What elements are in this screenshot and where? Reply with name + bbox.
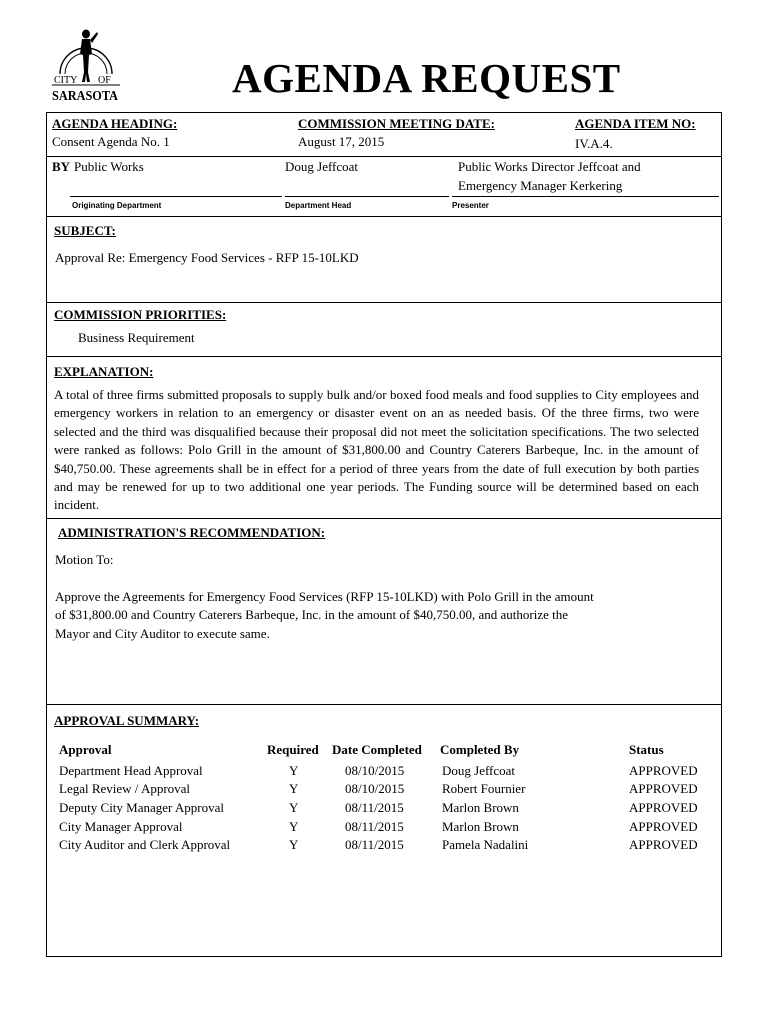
approval-row-completed-by: Robert Fournier [442,781,526,796]
presenter-underline [452,196,719,197]
approval-summary-label: APPROVAL SUMMARY: [54,713,200,728]
meeting-date-value: August 17, 2015 [298,134,385,149]
date-completed-column-header: Date Completed [332,742,422,757]
presenter-caption: Presenter [452,201,489,210]
agenda-heading-value: Consent Agenda No. 1 [52,134,170,149]
approval-row-status: APPROVED [629,819,698,834]
approval-row-required: Y [289,819,299,834]
approval-row-name: Legal Review / Approval [59,781,191,796]
meeting-date-label: COMMISSION MEETING DATE: [298,116,495,131]
city-of-sarasota-logo [48,22,124,106]
by-label: BY [52,159,71,174]
logo-of-text: OF [98,75,111,86]
divider [46,704,722,705]
recommendation-label: ADMINISTRATION'S RECOMMENDATION: [58,525,326,540]
explanation-label: EXPLANATION: [54,364,154,379]
approval-row-date: 08/10/2015 [345,781,405,796]
originating-department-caption: Originating Department [72,201,162,210]
approval-row-completed-by: Doug Jeffcoat [442,763,516,778]
approval-column-header: Approval [59,742,112,757]
completed-by-column-header: Completed By [440,742,520,757]
approval-row-status: APPROVED [629,837,698,852]
page-title: AGENDA REQUEST [232,55,621,101]
originating-department-value: Public Works [74,159,144,174]
logo-name-text: SARASOTA [52,89,119,104]
recommendation-line-3: Mayor and City Auditor to execute same. [55,626,270,641]
recommendation-line-1: Approve the Agreements for Emergency Food Services (RFP 15-10LKD) with Polo Grill in the amount [55,589,594,604]
agenda-item-no-label: AGENDA ITEM NO: [575,116,696,131]
approval-row-completed-by: Pamela Nadalini [442,837,529,852]
department-underline [70,196,282,197]
approval-row-name: Department Head Approval [59,763,203,778]
approval-row-required: Y [289,837,299,852]
approval-row-status: APPROVED [629,763,698,778]
commission-priorities-label: COMMISSION PRIORITIES: [54,307,227,322]
department-head-value: Doug Jeffcoat [285,159,359,174]
presenter-value-line2: Emergency Manager Kerkering [458,178,623,193]
divider [46,518,722,519]
approval-row-completed-by: Marlon Brown [442,800,519,815]
approval-row-status: APPROVED [629,781,698,796]
approval-row-name: City Manager Approval [59,819,183,834]
approval-row-status: APPROVED [629,800,698,815]
divider [46,302,722,303]
department-head-underline [285,196,449,197]
subject-value: Approval Re: Emergency Food Services - RFP 15-10LKD [55,250,359,265]
approval-row-required: Y [289,800,299,815]
approval-row-name: City Auditor and Clerk Approval [59,837,231,852]
approval-row-date: 08/11/2015 [345,800,404,815]
divider [46,156,722,157]
recommendation-motion: Motion To: [55,552,114,567]
city-seal-icon [48,22,124,106]
subject-label: SUBJECT: [54,223,116,238]
approval-row-date: 08/10/2015 [345,763,405,778]
approval-row-completed-by: Marlon Brown [442,819,519,834]
agenda-heading-label: AGENDA HEADING: [52,116,178,131]
approval-row-date: 08/11/2015 [345,819,404,834]
status-column-header: Status [629,742,664,757]
commission-priorities-value: Business Requirement [78,330,195,345]
approval-row-date: 08/11/2015 [345,837,404,852]
explanation-text: A total of three firms submitted proposals to supply bulk and/or boxed food meals and food supplies to City employees and emergency workers in relation to an emergency or disaster event on an as needed basis. Of the three firms, two were selected and the third was disqualified because their proposal did not meet the solicitation specifications. The two selected were ranked as follows: Polo Grill in the amount of $31,800.00 and Country Caterers Barbeque, Inc. in the amount of $40,750.00. These agreements shall be in effect for a period of three years from the date of full execution by both parties and may be renewed for up to two additional one year periods. The Funding source will be determined based on each incident. [54,387,699,513]
department-head-caption: Department Head [285,201,352,210]
required-column-header: Required [267,742,319,757]
approval-row-required: Y [289,763,299,778]
divider [46,356,722,357]
presenter-value-line1: Public Works Director Jeffcoat and [458,159,641,174]
divider [46,216,722,217]
logo-city-text: CITY [54,75,78,86]
agenda-item-no-value: IV.A.4. [575,136,613,151]
approval-row-required: Y [289,781,299,796]
approval-row-name: Deputy City Manager Approval [59,800,224,815]
recommendation-line-2: of $31,800.00 and Country Caterers Barbeque, Inc. in the amount of $40,750.00, and authorize the [55,607,569,622]
